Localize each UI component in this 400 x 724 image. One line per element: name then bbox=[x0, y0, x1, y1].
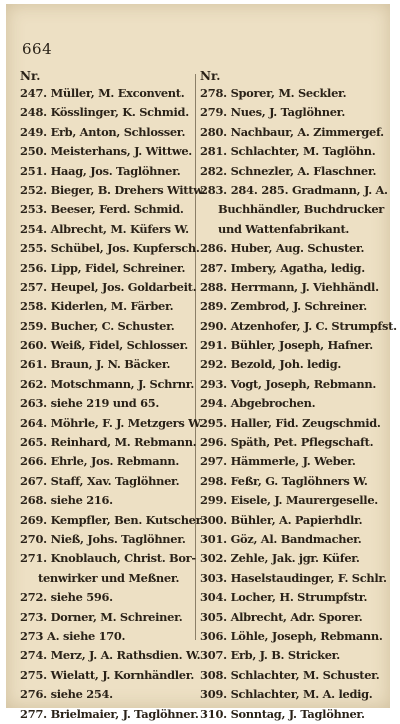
entry-text: Haselstaudinger, F. Schlr. bbox=[230, 570, 387, 585]
entry-text: Abgebrochen. bbox=[230, 396, 316, 411]
entry-row bbox=[200, 336, 378, 355]
entry-number: 308. bbox=[200, 667, 227, 682]
entry-number: 275. bbox=[20, 667, 47, 682]
entry-row bbox=[20, 646, 201, 665]
entry-text: Wielatt, J. Kornhändler. bbox=[50, 667, 195, 682]
entry-text: siehe 219 und 65. bbox=[50, 396, 160, 411]
entry-number: 264. bbox=[20, 415, 47, 430]
entry-number: 309. bbox=[200, 687, 227, 702]
entry-text: Müller, M. Exconvent. bbox=[50, 86, 185, 100]
entry-text: Staff, Xav. Taglöhner. bbox=[50, 473, 180, 488]
entry-number: 305. bbox=[200, 609, 227, 624]
entry-text: Haag, Jos. Taglöhner. bbox=[50, 163, 181, 178]
entry-text: Schlachter, M. Taglöhn. bbox=[230, 144, 376, 159]
entry-row bbox=[200, 162, 378, 181]
entry-row bbox=[200, 375, 378, 394]
entry-row bbox=[200, 588, 378, 607]
entry-row bbox=[200, 646, 378, 665]
entry-text: Bühler, A. Papierhdlr. bbox=[230, 512, 363, 527]
entry-number: 276. bbox=[20, 687, 47, 702]
entry-row bbox=[20, 336, 198, 355]
entry-text: siehe 170. bbox=[62, 628, 126, 643]
entry-number: 248. bbox=[20, 105, 47, 120]
entry-number: 282. bbox=[200, 163, 227, 178]
entry-row bbox=[200, 627, 383, 646]
entry-row bbox=[200, 317, 397, 336]
entry-row bbox=[20, 452, 198, 471]
entry-text: Bezold, Joh. ledig. bbox=[230, 357, 342, 372]
entry-row bbox=[20, 181, 206, 200]
entry-row bbox=[200, 685, 378, 704]
entry-row bbox=[200, 142, 378, 161]
entry-row bbox=[20, 608, 198, 627]
entry-row bbox=[20, 530, 198, 549]
entry-number: 301. bbox=[200, 531, 227, 546]
entry-number: 294. bbox=[200, 396, 227, 411]
entry-number: 290. bbox=[200, 318, 227, 333]
entry-number: 267. bbox=[20, 473, 47, 488]
entry-row bbox=[20, 220, 198, 239]
entry-text: Motschmann, J. Schrnr. bbox=[50, 376, 195, 391]
entry-number: 270. bbox=[20, 531, 47, 546]
left-column-header: Nr. bbox=[20, 69, 41, 83]
entry-text: Atzenhofer, J. C. Strumpfst. bbox=[230, 318, 397, 333]
entry-text: Brielmaier, J. Taglöhner. bbox=[50, 706, 199, 721]
entry-number: 297. bbox=[200, 454, 227, 469]
entry-number: 265. bbox=[20, 435, 47, 450]
entry-number: 300. bbox=[200, 512, 227, 527]
entry-text: Späth, Pet. Pflegschaft. bbox=[230, 435, 374, 450]
entry-text: Weiß, Fidel, Schlosser. bbox=[50, 338, 188, 353]
entry-row bbox=[200, 666, 378, 685]
entry-row bbox=[20, 259, 198, 278]
entry-text: Erb, J. B. Stricker. bbox=[230, 648, 340, 663]
entry-number: 274. bbox=[20, 648, 47, 663]
entry-number: 280. bbox=[200, 124, 227, 139]
entry-text: Dorner, M. Schreiner. bbox=[50, 609, 183, 624]
entry-row bbox=[200, 705, 378, 724]
entry-row bbox=[20, 200, 198, 219]
entry-text: Herrmann, J. Viehhändl. bbox=[230, 279, 379, 294]
entry-text: und Wattenfabrikant. bbox=[218, 221, 350, 236]
entry-text: siehe 254. bbox=[50, 687, 113, 702]
entry-row bbox=[200, 608, 378, 627]
entry-number: 255. bbox=[20, 241, 47, 256]
entry-number: 260. bbox=[20, 338, 47, 353]
entry-text: Lipp, Fidel, Schreiner. bbox=[50, 260, 186, 275]
entry-number: 262. bbox=[20, 376, 47, 391]
entry-number: 289. bbox=[200, 299, 227, 314]
entry-text: Nues, J. Taglöhner. bbox=[230, 105, 345, 120]
entry-number: 273 A. bbox=[20, 628, 60, 643]
entry-text: Beeser, Ferd. Schmid. bbox=[50, 202, 184, 217]
entry-row bbox=[20, 375, 198, 394]
entry-row bbox=[200, 452, 378, 471]
entry-row bbox=[20, 278, 198, 297]
entry-text: Schlachter, M. Schuster. bbox=[230, 667, 380, 682]
entry-row bbox=[200, 239, 378, 258]
entry-number: 247. bbox=[20, 86, 47, 100]
entry-row bbox=[20, 414, 203, 433]
entry-text: Buchhändler, Buchdrucker bbox=[218, 202, 384, 217]
entry-number: 287. bbox=[200, 260, 227, 275]
entry-text: Imbery, Agatha, ledig. bbox=[230, 260, 365, 275]
entry-row bbox=[20, 549, 198, 568]
entry-number: 281. bbox=[200, 144, 227, 159]
entry-text: Sporer, M. Seckler. bbox=[230, 86, 347, 100]
entry-text: Reinhard, M. Rebmann. bbox=[50, 435, 197, 450]
entry-row bbox=[200, 433, 378, 452]
entry-text: Feßr, G. Taglöhners W. bbox=[230, 473, 368, 488]
entry-text: Ehrle, Jos. Rebmann. bbox=[50, 454, 180, 469]
entry-number: 303. bbox=[200, 570, 227, 585]
entry-text: Huber, Aug. Schuster. bbox=[230, 241, 365, 256]
entry-row bbox=[200, 200, 384, 219]
entry-number: 253. bbox=[20, 202, 47, 217]
entry-row bbox=[200, 472, 378, 491]
entry-number: 277. bbox=[20, 706, 47, 721]
entry-row bbox=[200, 569, 387, 588]
entry-number: 295. bbox=[200, 415, 227, 430]
entry-row bbox=[200, 511, 378, 530]
entry-text: siehe 216. bbox=[50, 493, 113, 508]
entry-row bbox=[20, 472, 198, 491]
entry-text: Gradmann, J. A. bbox=[291, 182, 388, 197]
entry-number: 251. bbox=[20, 163, 47, 178]
entry-text: Kiderlen, M. Färber. bbox=[50, 299, 174, 314]
entry-number: 292. bbox=[200, 357, 227, 372]
entry-text: Zehle, Jak. jgr. Küfer. bbox=[230, 551, 360, 566]
entry-number: 273. bbox=[20, 609, 47, 624]
entry-number: 288. bbox=[200, 279, 227, 294]
entry-row bbox=[200, 259, 378, 278]
entry-text: Merz, J. A. Rathsdien. W. bbox=[50, 648, 201, 663]
entry-row bbox=[200, 297, 378, 316]
entry-text: Albrecht, Adr. Sporer. bbox=[230, 609, 363, 624]
entry-number: 306. bbox=[200, 628, 227, 643]
entry-row bbox=[200, 491, 378, 510]
entry-text: Erb, Anton, Schlosser. bbox=[50, 124, 186, 139]
entry-text: siehe 596. bbox=[50, 590, 113, 605]
entry-text: Bühler, Joseph, Hafner. bbox=[230, 338, 373, 353]
entry-row bbox=[20, 162, 198, 181]
entry-text: Nieß, Johs. Taglöhner. bbox=[50, 531, 186, 546]
entry-row bbox=[200, 278, 378, 297]
entry-row bbox=[200, 394, 378, 413]
entry-number: 304. bbox=[200, 590, 227, 605]
entry-number: 278. bbox=[200, 86, 227, 100]
entry-number: 263. bbox=[20, 396, 47, 411]
entry-number: 310. bbox=[200, 706, 227, 721]
entry-number: 293. bbox=[200, 376, 227, 391]
entry-number: 259. bbox=[20, 318, 47, 333]
entry-row bbox=[20, 123, 198, 142]
entry-number: 271. bbox=[20, 551, 47, 566]
entry-row bbox=[20, 433, 198, 452]
entry-text: Zembrod, J. Schreiner. bbox=[230, 299, 367, 314]
entry-number: 266. bbox=[20, 454, 47, 469]
entry-row bbox=[20, 666, 198, 685]
entry-text: Locher, H. Strumpfstr. bbox=[230, 590, 368, 605]
entry-number: 256. bbox=[20, 260, 47, 275]
entry-number: 299. bbox=[200, 493, 227, 508]
right-entry-list bbox=[200, 84, 397, 724]
entry-row bbox=[20, 317, 198, 336]
left-entry-list bbox=[20, 84, 206, 724]
entry-number: 286. bbox=[200, 241, 227, 256]
entry-row bbox=[20, 297, 198, 316]
entry-row bbox=[20, 627, 198, 646]
entry-text: Eisele, J. Maurergeselle. bbox=[230, 493, 378, 508]
entry-number: 268. bbox=[20, 493, 47, 508]
entry-row bbox=[20, 569, 198, 588]
entry-row bbox=[200, 549, 378, 568]
entry-row bbox=[20, 103, 198, 122]
entry-text: Löhle, Joseph, Rebmann. bbox=[230, 628, 383, 643]
right-column bbox=[200, 68, 397, 724]
entry-text: Hämmerle, J. Weber. bbox=[230, 454, 356, 469]
entry-text: Bucher, C. Schuster. bbox=[50, 318, 175, 333]
entry-row bbox=[20, 685, 198, 704]
entry-row bbox=[20, 491, 198, 510]
entry-number: 269. bbox=[20, 512, 47, 527]
entry-number: 257. bbox=[20, 279, 47, 294]
left-column bbox=[20, 68, 206, 724]
entry-number: 252. bbox=[20, 182, 47, 197]
entry-text: Göz, Al. Bandmacher. bbox=[230, 531, 362, 546]
entry-text: Schlachter, M. A. ledig. bbox=[230, 687, 373, 702]
entry-number: 261. bbox=[20, 357, 47, 372]
entry-text: Schnezler, A. Flaschner. bbox=[230, 163, 377, 178]
entry-text: Sonntag, J. Taglöhner. bbox=[230, 706, 365, 721]
entry-row bbox=[20, 588, 198, 607]
right-column-header: Nr. bbox=[200, 69, 221, 83]
entry-number: 291. bbox=[200, 338, 227, 353]
entry-text: Haller, Fid. Zeugschmid. bbox=[230, 415, 381, 430]
entry-row bbox=[200, 181, 388, 200]
entry-number: 258. bbox=[20, 299, 47, 314]
entry-number: 283. 284. 285. bbox=[200, 182, 289, 197]
entry-number: 298. bbox=[200, 473, 227, 488]
entry-number: 296. bbox=[200, 435, 227, 450]
entry-number: 279. bbox=[200, 105, 227, 120]
entry-number: 272. bbox=[20, 590, 47, 605]
entry-row bbox=[20, 394, 198, 413]
entry-row bbox=[20, 142, 198, 161]
entry-row bbox=[20, 705, 198, 724]
entry-row bbox=[200, 414, 381, 433]
entry-text: tenwirker und Meßner. bbox=[38, 570, 180, 585]
entry-text: Kösslinger, K. Schmid. bbox=[50, 105, 189, 120]
entry-row bbox=[200, 84, 378, 103]
entry-number: 249. bbox=[20, 124, 47, 139]
entry-text: Kempfler, Ben. Kutscher. bbox=[50, 512, 204, 527]
entry-row bbox=[20, 511, 204, 530]
book-page bbox=[6, 4, 397, 721]
entry-number: 254. bbox=[20, 221, 47, 236]
entry-text: Vogt, Joseph, Rebmann. bbox=[230, 376, 376, 391]
entry-text: Knoblauch, Christ. Bor- bbox=[50, 551, 196, 566]
entry-row bbox=[20, 355, 198, 374]
entry-row bbox=[200, 355, 378, 374]
entry-text: Braun, J. N. Bäcker. bbox=[50, 357, 171, 372]
entry-text: Bieger, B. Drehers Wittw. bbox=[50, 182, 206, 197]
entry-number: 307. bbox=[200, 648, 227, 663]
entry-row bbox=[200, 220, 378, 239]
entry-text: Schübel, Jos. Kupfersch. bbox=[50, 241, 200, 256]
entry-text: Meisterhans, J. Wittwe. bbox=[50, 144, 192, 159]
entry-row bbox=[20, 239, 198, 258]
entry-row bbox=[200, 123, 384, 142]
entry-text: Nachbaur, A. Zimmergef. bbox=[230, 124, 384, 139]
entry-number: 302. bbox=[200, 551, 227, 566]
entry-text: Albrecht, M. Küfers W. bbox=[50, 221, 189, 236]
page-number: 664 bbox=[22, 40, 53, 58]
entry-row bbox=[20, 84, 198, 103]
entry-text: Heupel, Jos. Goldarbeit. bbox=[50, 279, 197, 294]
entry-number: 250. bbox=[20, 144, 47, 159]
entry-row bbox=[200, 530, 378, 549]
entry-text: Möhrle, F. J. Metzgers W. bbox=[50, 415, 203, 430]
entry-row bbox=[200, 103, 378, 122]
